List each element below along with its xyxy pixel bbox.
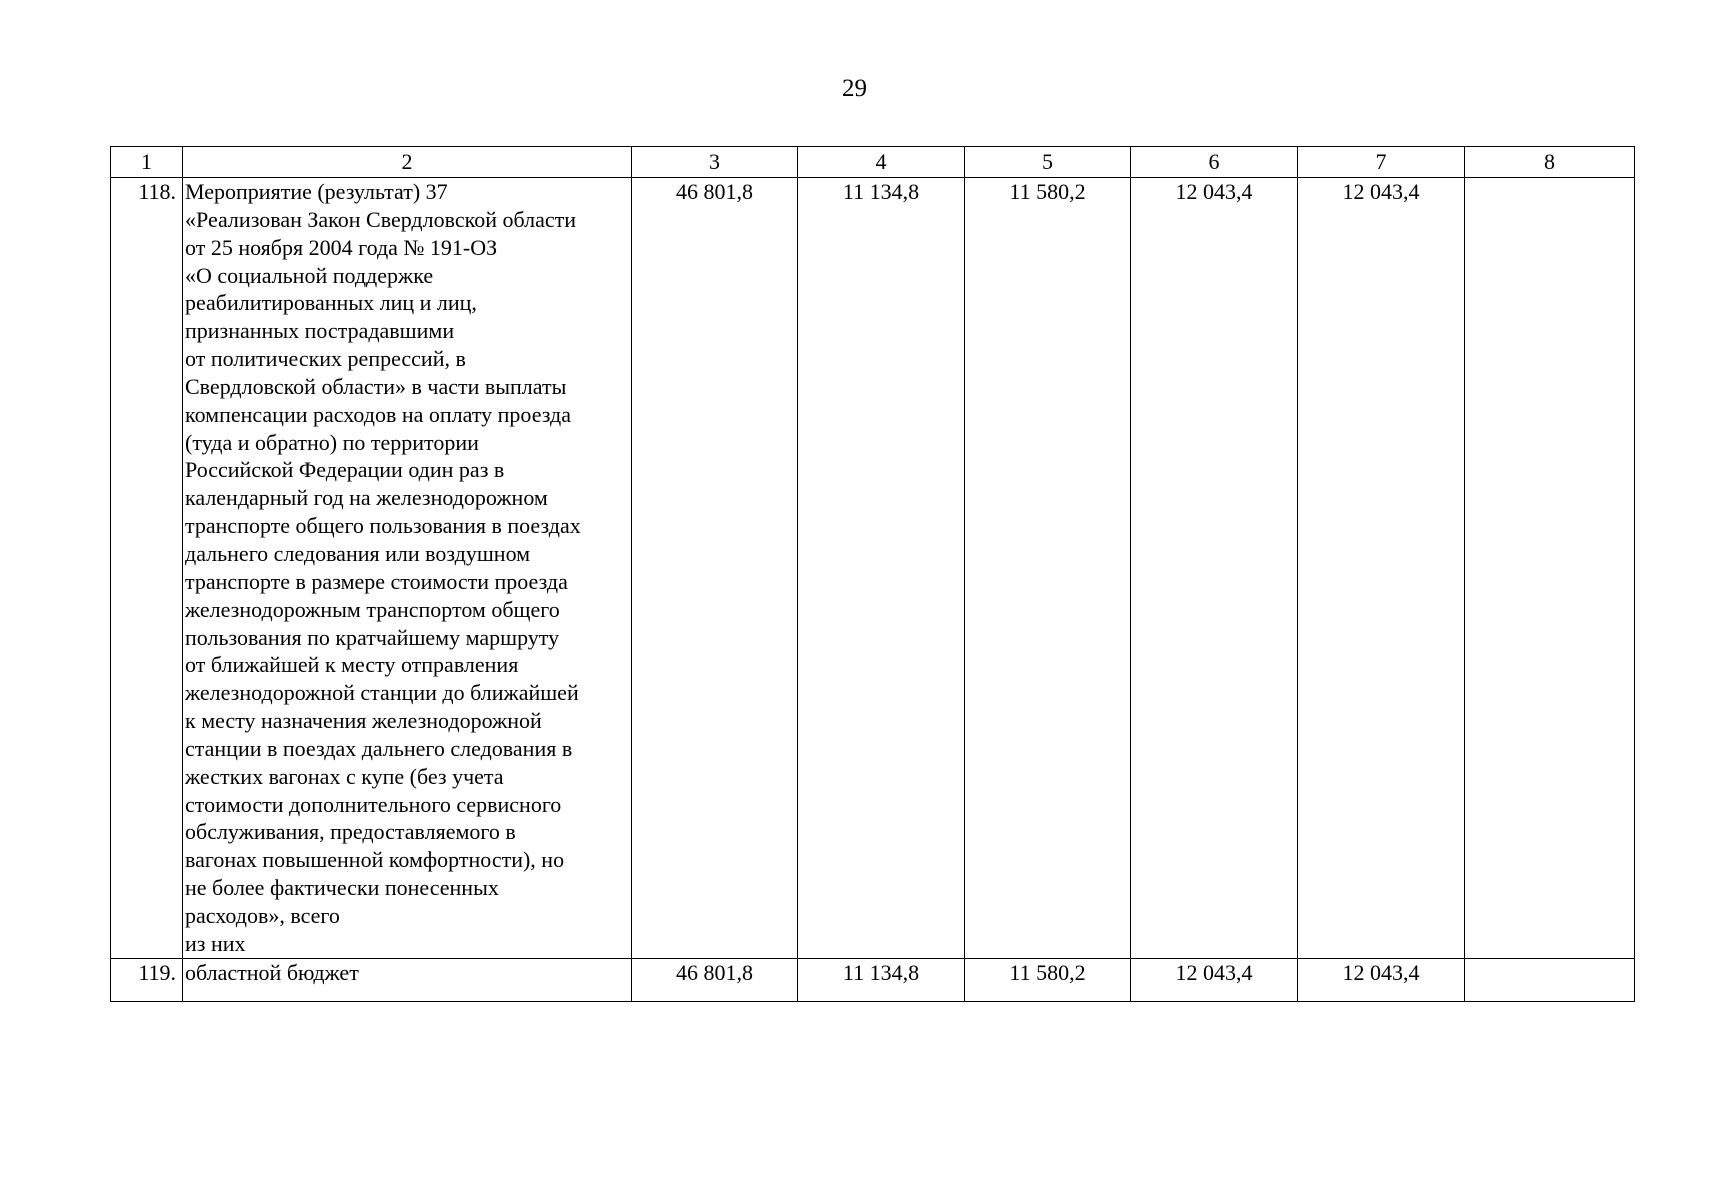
page-number: 29 [842,75,867,102]
description-line: признанных пострадавшими [185,318,455,344]
description-line: железнодорожной станции до ближайшей [185,680,579,706]
description-line: от политических репрессий, в [185,346,466,372]
description-line: жестких вагонах с купе (без учета [185,763,504,789]
description-line: компенсации расходов на оплату проезда [185,401,571,427]
column-header: 6 [1131,147,1298,178]
description-line: «Реализован Закон Свердловской области [185,206,577,232]
row-description [183,958,632,1001]
description-line: обслуживания, предоставляемого в [185,819,516,845]
description-line: Российской Федерации один раз в [185,457,505,483]
description-line: станции в поездах дальнего следования в [185,735,573,761]
description-line: Мероприятие (результат) 37 [185,179,448,204]
description-line: от ближайшей к месту отправления [185,652,519,678]
value-cell-col3: 46 801,8 [632,958,798,1001]
value-cell-col8 [1465,958,1635,1001]
description-line: дальнего следования или воздушном [185,540,531,566]
value-cell-col8 [1465,178,1635,959]
column-header: 4 [798,147,965,178]
description-line: транспорте общего пользования в поездах [185,513,581,539]
table-header-row [111,147,1635,178]
column-header: 1 [111,147,183,178]
column-header: 7 [1298,147,1465,178]
row-number: 118. [111,178,183,959]
table-row [111,958,1635,1001]
table-row [111,178,1635,959]
description-line: из них [185,930,246,956]
row-description [183,178,632,959]
value-cell-col5: 11 580,2 [965,178,1131,959]
column-header: 3 [632,147,798,178]
description-line: железнодорожным транспортом общего [185,596,560,622]
budget-table [110,146,1635,1002]
value-cell-col4: 11 134,8 [798,178,965,959]
value-cell-col7: 12 043,4 [1298,958,1465,1001]
value-cell-col7: 12 043,4 [1298,178,1465,959]
description-line: стоимости дополнительного сервисного [185,791,562,817]
value-cell-col4: 11 134,8 [798,958,965,1001]
description-line: расходов», всего [185,902,340,928]
description-line: транспорте в размере стоимости проезда [185,568,568,594]
value-cell-col5: 11 580,2 [965,958,1131,1001]
description-line: пользования по кратчайшему маршруту [185,624,560,650]
description-line: (туда и обратно) по территории [185,429,479,455]
description-line: областной бюджет [185,959,359,985]
column-header: 2 [183,147,632,178]
column-header: 8 [1465,147,1635,178]
value-cell-col6: 12 043,4 [1131,958,1298,1001]
description-line: не более фактически понесенных [185,875,499,901]
description-line: вагонах повышенной комфортности), но [185,847,565,873]
description-line: календарный год на железнодорожном [185,485,548,511]
value-cell-col6: 12 043,4 [1131,178,1298,959]
description-line: от 25 ноября 2004 года № 191-ОЗ [185,234,498,260]
row-number: 119. [111,958,183,1001]
description-line: Свердловской области» в части выплаты [185,373,567,399]
description-line: к месту назначения железнодорожной [185,708,542,734]
column-header: 5 [965,147,1131,178]
description-line: «О социальной поддержке [185,262,434,288]
value-cell-col3: 46 801,8 [632,178,798,959]
description-line: реабилитированных лиц и лиц, [185,290,477,316]
